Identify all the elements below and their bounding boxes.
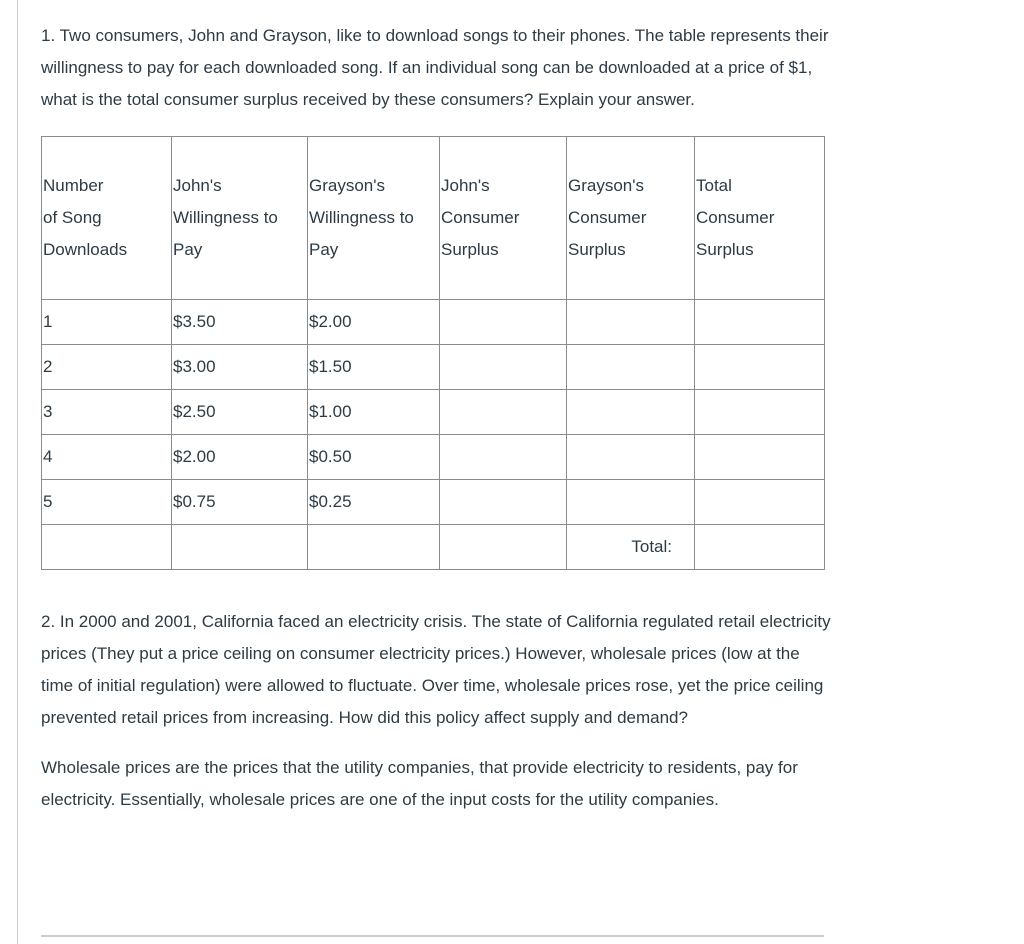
table-row	[42, 300, 825, 345]
table-row	[42, 345, 825, 390]
table-cell	[440, 525, 567, 570]
table-cell: $0.25	[308, 480, 440, 525]
column-header-line: Consumer	[441, 208, 520, 227]
column-header	[172, 137, 308, 300]
column-header-line: of Song	[43, 208, 102, 227]
table-row	[42, 390, 825, 435]
willingness-to-pay-table	[41, 136, 825, 570]
table-cell: $3.50	[172, 300, 308, 345]
total-label: Total:	[567, 525, 695, 570]
table-cell	[440, 480, 567, 525]
column-header-line: Willingness to	[173, 208, 278, 227]
question-content	[41, 20, 831, 816]
table-cell	[695, 480, 825, 525]
question-1-text: 1. Two consumers, John and Grayson, like to download songs to their phones. The table represents their willingness to pay for each downloaded song. If an individual song can be downloaded at a price of $1, what is the total consumer surplus received by these consumers? Explain your answer.	[41, 26, 829, 109]
table-cell: $2.00	[308, 300, 440, 345]
table-cell	[308, 525, 440, 570]
table-cell: $1.50	[308, 345, 440, 390]
table-cell	[567, 390, 695, 435]
table-cell: 3	[42, 390, 172, 435]
table-cell: 2	[42, 345, 172, 390]
column-header-line: Grayson's	[568, 176, 644, 195]
table-cell	[695, 345, 825, 390]
table-cell: $3.00	[172, 345, 308, 390]
table-row	[42, 435, 825, 480]
table-cell	[440, 390, 567, 435]
question-2-text: 2. In 2000 and 2001, California faced an electricity crisis. The state of California regulated retail electricity prices (They put a price ceiling on consumer electricity prices.) However, wholesale prices (low at the time of initial regulation) were allowed to fluctuate. Over time, wholesale prices rose, yet the price ceiling prevented retail prices from increasing. How did this policy affect supply and demand?	[41, 612, 831, 727]
table-cell: 1	[42, 300, 172, 345]
column-header	[695, 137, 825, 300]
total-row	[42, 525, 825, 570]
column-header-line: Surplus	[441, 240, 499, 259]
column-header-line: Number	[43, 176, 104, 195]
table-cell	[440, 300, 567, 345]
column-header-line: Surplus	[696, 240, 754, 259]
column-header-line: Consumer	[568, 208, 647, 227]
table-cell	[695, 525, 825, 570]
column-header-line: John's	[173, 176, 222, 195]
column-header-line: John's	[441, 176, 490, 195]
table-cell: $0.50	[308, 435, 440, 480]
column-header-line: Pay	[173, 240, 203, 259]
column-header	[567, 137, 695, 300]
table-cell: $2.00	[172, 435, 308, 480]
table-cell: $0.75	[172, 480, 308, 525]
table-cell	[440, 345, 567, 390]
table-cell: $2.50	[172, 390, 308, 435]
wholesale-note-text: Wholesale prices are the prices that the utility companies, that provide electricity to residents, pay for electricity. Essentially, wholesale prices are one of the input costs for the utility companies.	[41, 758, 798, 809]
table-cell: 4	[42, 435, 172, 480]
table-cell	[172, 525, 308, 570]
table-cell	[695, 300, 825, 345]
table-header-row	[42, 137, 825, 300]
column-header-line: Surplus	[568, 240, 626, 259]
table-cell	[567, 345, 695, 390]
column-header	[42, 137, 172, 300]
left-border	[17, 0, 18, 944]
column-header-line: Consumer	[696, 208, 775, 227]
column-header-line: Grayson's	[309, 176, 385, 195]
column-header	[440, 137, 567, 300]
column-header-line: Total	[696, 176, 732, 195]
table-cell	[567, 300, 695, 345]
table-cell	[567, 435, 695, 480]
table-row	[42, 480, 825, 525]
table-cell	[42, 525, 172, 570]
table-cell	[695, 390, 825, 435]
column-header-line: Pay	[309, 240, 339, 259]
column-header	[308, 137, 440, 300]
table-cell: 5	[42, 480, 172, 525]
table-cell: $1.00	[308, 390, 440, 435]
table-cell	[695, 435, 825, 480]
bottom-divider	[41, 935, 824, 937]
table-cell	[440, 435, 567, 480]
column-header-line: Downloads	[43, 240, 128, 259]
table-cell	[567, 480, 695, 525]
column-header-line: Willingness to	[309, 208, 414, 227]
